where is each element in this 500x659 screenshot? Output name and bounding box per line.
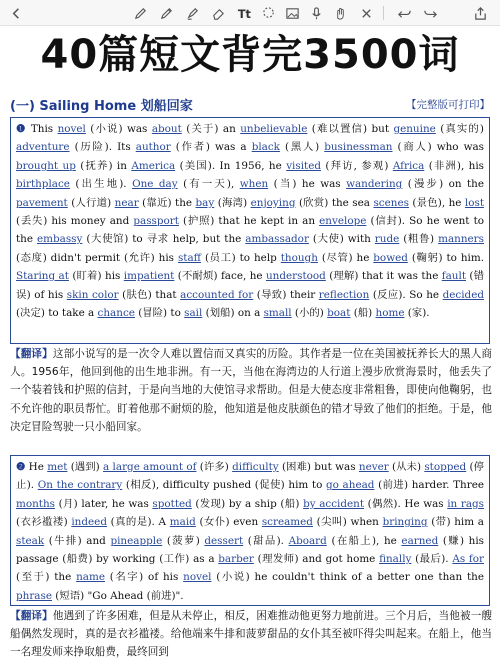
vocab-word: when (239, 178, 269, 191)
vocab-word: impatient (123, 270, 175, 283)
vocab-word: As for (452, 553, 484, 566)
vocab-word: months (16, 497, 56, 510)
redo-icon[interactable] (420, 3, 440, 23)
vocab-word: wandering (346, 178, 403, 191)
vocab-word: difficulty (232, 461, 279, 473)
translation-label: 【翻译】 (10, 610, 53, 622)
vocab-word: met (47, 461, 68, 473)
vocab-word: rude (374, 233, 400, 246)
vocab-word: about (151, 123, 182, 135)
vocab-word: One day (132, 178, 178, 191)
vocab-word: novel (183, 571, 212, 584)
vocab-word: enjoying (250, 196, 296, 209)
story-box-1: ❶ This novel (小说) was about (关于) an unbelievable (难以置信) but genuine (真实的) adventure (历险). Its author (作者) was a black (黑人) businessman (商人) who was brought up (抚养) in America (美国). In 1956, he visited (拜访, 参观) Africa (非洲), his birthplace (出生地). One day (有一天), when (当) he was wandering (漫步) on the pavement (人行道) near (靠近) the bay (海湾) enjoying (欣赏) the sea scenes (景色), he lost (丢失) his money and passport (护照) that he kept in an envelope (信封). So he went to the embassy (大使馆) to 寻求 help, but the ambassador (大使) with rude (粗鲁) manners (态度) didn't permit (允许) his staff (员工) to help though (尽管) he bowed (鞠躬) to him. Staring at (盯着) his impatient (不耐烦) face, he understood (理解) that it was the fault (错误) of his skin color (肤色) that accounted for (导致) their reflection (反应). So he decided (决定) to take a chance (冒险) to sail (划船) on a small (小的) boat (船) home (家). (10, 117, 490, 344)
gesture-icon[interactable] (330, 3, 350, 23)
vocab-word: brought up (16, 159, 76, 172)
vocab-word: America (131, 159, 176, 172)
vocab-word: lost (464, 196, 485, 209)
vocab-word: understood (265, 270, 326, 283)
vocab-word: spotted (152, 497, 192, 510)
vocab-word: stopped (424, 461, 467, 473)
lasso-icon[interactable] (258, 3, 278, 23)
vocab-word: dessert (204, 534, 244, 547)
translation-text: 这部小说写的是一次令人难以置信而又真实的历险。其作者是一位在美国被抚养长大的黑人商人。1956年，他回到他的出生地非洲。有一天，当他在海湾边的人行道上漫步欣赏海景时，他丢失了一个装着钱和护照的信封，于是向当地的大使馆寻求帮助。但是大使态度非常粗鲁，即使向他鞠躬，也不允许他的职员帮忙。盯着他那不耐烦的脸，他知道是他皮肤颜色的错才导致了他们的拒绝。于是，他决定冒险驾驶一只小船回家。 (10, 348, 493, 433)
vocab-word: finally (379, 553, 412, 566)
story-box-2: ❷ He met (遇到) a large amount of (许多) difficulty (困难) but was never (从未) stopped (停止). On the contrary (相反), difficulty pushed (促使) him to go ahead (前进) harder. Three months (月) later, he was spotted (发现) by a ship (船) by accident (偶然). He was in rags (衣衫褴褛) indeed (真的是). A maid (女仆) even screamed (尖叫) when bringing (带) him a steak (牛排) and pineapple (菠萝) dessert (甜品). Aboard (在船上), he earned (赚) his passage (船费) by working (工作) as a barber (理发师) and got home finally (最后). As for (至于) the name (名字) of his novel (小说) he couldn't think of a better one than the phrase (短语) "Go Ahead (前进)". (10, 455, 490, 606)
translation-label: 【翻译】 (10, 348, 53, 360)
vocab-word: maid (169, 516, 196, 529)
vocab-word: small (263, 307, 292, 320)
eraser-icon[interactable] (208, 3, 228, 23)
vocab-word: embassy (36, 233, 83, 246)
vocab-word: decided (442, 288, 485, 301)
vocab-word: visited (286, 159, 322, 172)
share-icon[interactable] (470, 3, 490, 23)
vocab-word: home (375, 307, 405, 320)
close-icon[interactable] (356, 3, 376, 23)
annotation-toolbar (0, 0, 500, 26)
text-icon[interactable] (233, 3, 253, 23)
vocab-word: pavement (16, 196, 68, 209)
vocab-word: adventure (16, 141, 70, 154)
page-title: 40篇短文背完3500词 (40, 32, 460, 78)
vocab-word: black (251, 141, 280, 154)
vocab-word: unbelievable (240, 123, 308, 135)
vocab-word: boat (327, 307, 351, 320)
image-icon[interactable] (282, 3, 302, 23)
mic-icon[interactable] (306, 3, 326, 23)
vocab-word: though (280, 251, 318, 264)
translation-2 (10, 607, 492, 659)
vocab-word: fault (441, 270, 466, 283)
section-title: (一) Sailing Home 划船回家 (10, 99, 193, 114)
vocab-word: near (114, 196, 139, 209)
vocab-word: sail (184, 307, 203, 320)
vocab-word: never (358, 461, 389, 473)
vocab-word: manners (438, 233, 484, 246)
vocab-word: bowed (373, 251, 408, 264)
vocab-word: pineapple (110, 534, 163, 547)
vocab-word: a large amount of (103, 461, 197, 473)
vocab-word: earned (401, 534, 439, 547)
vocab-word: in rags (447, 497, 485, 510)
vocab-word: reflection (318, 288, 370, 301)
highlighter-icon[interactable] (182, 3, 202, 23)
pencil-icon[interactable] (156, 3, 176, 23)
vocab-word: On the contrary (37, 479, 123, 492)
paragraph-number: ❶ (16, 123, 27, 135)
vocab-word: go ahead (326, 479, 375, 492)
vocab-word: screamed (261, 516, 313, 529)
vocab-word: businessman (324, 141, 393, 154)
vocab-word: author (135, 141, 171, 154)
vocab-word: birthplace (16, 178, 70, 191)
vocab-word: ambassador (245, 233, 309, 246)
vocab-word: passport (133, 215, 179, 228)
vocab-word: chance (97, 307, 135, 320)
translation-1 (10, 345, 492, 436)
svg-text:Tt: Tt (237, 7, 251, 21)
translation-text: 他遇到了许多困难，但是从未停止，相反，困难推动他更努力地前进。三个月后，当他被一艘船偶然发现时，真的是衣衫褴褛。给他端来牛排和菠萝甜品的女仆其至被吓得尖叫起来。在船上，他当一名理发师来挣取船费，最终回到 (10, 610, 493, 659)
paragraph-number: ❷ (16, 461, 26, 473)
vocab-word: indeed (71, 516, 107, 529)
vocab-word: Africa (392, 159, 425, 172)
vocab-word: scenes (373, 196, 409, 209)
vocab-word: accounted for (180, 288, 254, 301)
vocab-word: name (76, 571, 105, 584)
vocab-word: Aboard (288, 534, 327, 547)
print-tag: 【完整版可打印】 (406, 99, 490, 111)
vocab-word: by accident (303, 497, 365, 510)
vocab-word: bringing (382, 516, 428, 529)
vocab-word: genuine (393, 123, 436, 135)
vocab-word: Staring at (16, 270, 69, 283)
back-icon[interactable] (6, 3, 26, 23)
undo-icon[interactable] (394, 3, 414, 23)
vocab-word: barber (218, 553, 254, 566)
vocab-word: staff (177, 251, 202, 264)
vocab-word: phrase (16, 589, 52, 602)
pen-icon[interactable] (130, 3, 150, 23)
vocab-word: steak (16, 534, 45, 547)
vocab-word: skin color (66, 288, 119, 301)
vocab-word: novel (57, 123, 86, 135)
vocab-word: bay (195, 196, 215, 209)
vocab-word: envelope (319, 215, 367, 228)
